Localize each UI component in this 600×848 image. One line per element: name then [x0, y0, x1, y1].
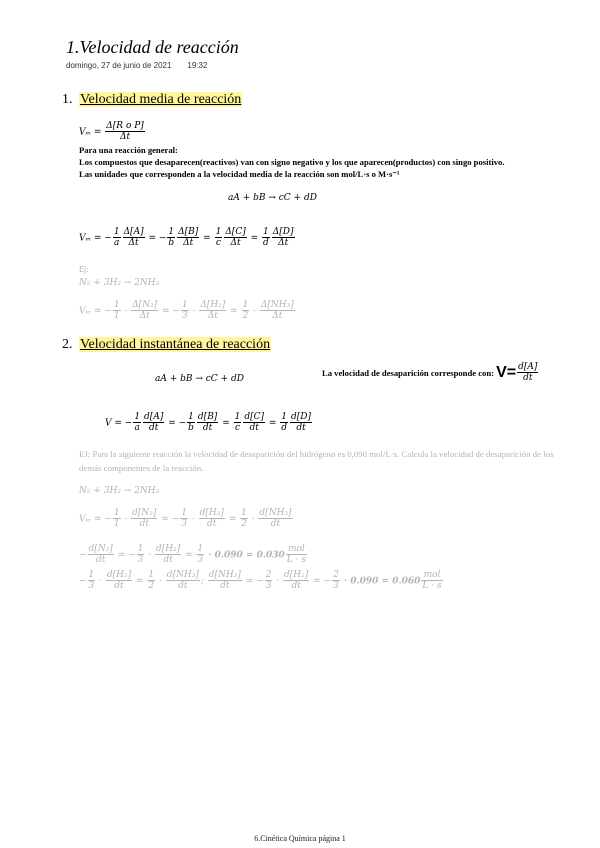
delta-a — [123, 227, 145, 249]
c2-a — [88, 570, 96, 592]
c2-c-den: 2 — [148, 581, 155, 592]
c2-e-num: d[NH₃] — [208, 570, 241, 580]
vm-fraction — [105, 121, 145, 143]
c2-b — [106, 570, 132, 592]
c2-s7: = − — [310, 576, 332, 587]
c2-e — [208, 570, 242, 592]
ex1-delta-nh3-num: Δ[NH₃] — [260, 300, 294, 310]
ex1-lhs: Vₘ = − — [79, 306, 112, 317]
c2-a-num: 1 — [88, 570, 95, 580]
c2-g — [283, 570, 309, 592]
delta-d-num: Δ[D] — [272, 227, 294, 237]
coef-b-num: 1 — [168, 227, 175, 237]
ex2-coef-n2-den: 1 — [113, 519, 120, 530]
ex2-d-n2 — [131, 508, 157, 530]
delta-a-num: Δ[A] — [123, 227, 144, 237]
c1-unit-num: mol — [286, 544, 307, 555]
general-reaction-label: Para una reacción general: — [79, 145, 178, 155]
c2-s5: = − — [242, 576, 264, 587]
ex1-coef-nh3-den: 2 — [242, 311, 249, 322]
c2-h — [332, 570, 340, 592]
irate-sep-3: = — [219, 418, 233, 429]
icoef-b — [187, 412, 195, 434]
ex2-coef-n2-num: 1 — [113, 508, 120, 518]
disappearance-fraction — [517, 362, 538, 384]
ex1-sep-3: = — [227, 306, 241, 317]
icoef-c — [234, 412, 242, 434]
ex2-coef-nh3 — [240, 508, 248, 530]
disappearance-v: V= — [496, 363, 517, 381]
c2-c-num: 1 — [148, 570, 155, 580]
id-c — [243, 412, 265, 434]
coef-d-den: d — [263, 238, 269, 249]
c2-d-num: d[NH₃] — [166, 570, 199, 580]
delta-c — [224, 227, 246, 249]
calc-line-1 — [79, 544, 308, 566]
icoef-d — [280, 412, 288, 434]
c1-c-den: dt — [163, 555, 173, 566]
c1-a-num: d[N₂] — [88, 544, 113, 554]
ex2-coef-h2 — [180, 508, 188, 530]
c2-g-num: d[H₂] — [284, 570, 309, 580]
instant-rate-expression — [105, 412, 313, 434]
disappearance-statement — [322, 362, 539, 384]
c1-a — [88, 544, 114, 566]
ex1-delta-nh3-den: Δt — [272, 311, 283, 322]
ex2-coef-h2-num: 1 — [181, 508, 187, 518]
c2-b-num: d[H₂] — [106, 570, 132, 580]
coef-a-den: a — [114, 238, 120, 249]
c2-s1: · — [96, 576, 105, 587]
c2-result: · 0.090 = 0.060 — [340, 576, 421, 587]
id-b-num: d[B] — [197, 412, 218, 422]
ex1-coef-n2-den: 1 — [113, 311, 120, 322]
example2-reaction: N₂ + 3H₂ → 2NH₃ — [79, 486, 160, 496]
delta-b-den: Δt — [183, 238, 194, 249]
id-d-den: dt — [296, 423, 306, 434]
vm-denominator: Δt — [119, 132, 131, 143]
page-footer: 6.Cinética Química página 1 — [254, 834, 346, 843]
c2-g-den: dt — [291, 581, 301, 592]
units-text: Las unidades que corresponden a la velocidad media de la reacción son mol/L·s o M·s⁻¹ — [79, 169, 400, 179]
calc-line-2 — [79, 570, 444, 592]
c1-s2: · — [145, 550, 154, 561]
delta-c-den: Δt — [230, 238, 241, 249]
example2-rate-expression: Vₘ = − $\frac{1}{1}$ · $\frac{\text{d[N₂]}}{dt}$ = − $\frac{1}{3}$ · $\frac{\text{d[H₂]}}{dt}$ = $\frac{1}{2}$ · $\frac{\text{d[NH₃]}}{dt}$ — [79, 508, 292, 530]
ex1-coef-nh3 — [242, 300, 250, 322]
ex1-sep-2: = − — [159, 306, 180, 317]
disappearance-text: La velocidad de desaparición corresponde con: — [322, 367, 497, 378]
example2-text: EJ: Para la siguiente reacción la velocidad de desaparición del hidrógeno es 0,090 mol/L·s. Calcula la velocidad de desaparición de los demás componentes de la reacción. — [79, 449, 554, 473]
c1-result: · 0.090 = 0.030 — [205, 550, 285, 561]
ex2-coef-nh3-den: 2 — [241, 519, 247, 530]
delta-d — [272, 227, 295, 249]
delta-d-den: Δt — [278, 238, 289, 249]
rate-sep-3: = — [200, 233, 214, 244]
id-b-den: dt — [202, 423, 213, 434]
coef-a-num: 1 — [113, 227, 120, 237]
page-title: 1.Velocidad de reacción — [66, 37, 239, 57]
time-text: 19:32 — [187, 61, 208, 70]
c1-s3: = — [182, 550, 196, 561]
c2-d-den: dt — [178, 581, 188, 592]
vm-definition — [79, 121, 146, 143]
irate-sep-4: = — [266, 418, 280, 429]
example1-rate-expression: Vₘ = − $\frac{1}{1}$ · $\frac{\text{Δ[N₂]}}{\Delta t}$ = − $\frac{1}{3}$ · $\frac{\text{Δ[H₂]}}{\Delta t}$ = $\frac{1}{2}$ · $\frac{\text{Δ[NH₃]}}{\Delta t}$ — [79, 300, 294, 322]
rate-lhs: Vₘ = − — [79, 233, 112, 244]
section2-heading — [62, 337, 271, 353]
icoef-d-num: 1 — [281, 412, 288, 422]
c2-s3: · — [156, 576, 165, 587]
c1-b-num: 1 — [137, 544, 144, 554]
c2-s6: · — [273, 576, 283, 587]
ex2-coef-nh3-num: 1 — [241, 508, 247, 518]
c1-b — [137, 544, 145, 566]
section1-heading-text: Velocidad media de reacción — [80, 92, 242, 107]
ex2-d-n2-den: dt — [139, 519, 149, 530]
c1-a-den: dt — [95, 555, 106, 566]
c2-pre: − — [79, 576, 87, 587]
c1-c — [155, 544, 181, 566]
c1-pre: − — [79, 550, 87, 561]
icoef-b-den: b — [188, 423, 194, 434]
ex2-coef-h2-den: 3 — [181, 519, 187, 530]
c1-d-num: 1 — [197, 544, 204, 554]
irate-lhs: V = − — [105, 418, 133, 429]
delta-c-num: Δ[C] — [225, 227, 246, 237]
ex2-d-nh3-num: d[NH₃] — [259, 508, 292, 518]
icoef-d-den: d — [281, 423, 288, 434]
section2-number: 2. — [62, 337, 73, 352]
ex1-coef-nh3-num: 1 — [242, 300, 249, 310]
c2-b-den: dt — [114, 581, 124, 592]
section1-number: 1. — [62, 92, 73, 107]
ex2-d-n2-num: d[N₂] — [132, 508, 157, 518]
disappearance-num: d[A] — [518, 362, 538, 372]
coef-c-num: 1 — [215, 227, 222, 237]
c2-s2: = — [133, 576, 147, 587]
ex2-coef-n2 — [113, 508, 121, 530]
c2-h-den: 3 — [333, 581, 339, 592]
ex1-coef-h2-den: 3 — [181, 311, 188, 322]
c2-unit — [421, 570, 442, 592]
c1-b-den: 3 — [137, 555, 144, 566]
ex1-coef-n2 — [113, 300, 121, 322]
example1-reaction: N₂ + 3H₂ → 2NH₃ — [79, 278, 160, 288]
ex2-d-h2 — [199, 508, 225, 530]
section2-heading-text: Velocidad instantánea de reacción — [80, 337, 271, 352]
c1-c-num: d[H₂] — [155, 544, 181, 554]
c2-f-num: 2 — [265, 570, 272, 580]
rate-sep-4: = — [247, 233, 261, 244]
ex1-coef-h2-num: 1 — [181, 300, 188, 310]
id-a-den: dt — [149, 423, 159, 434]
c1-s1: = − — [114, 550, 136, 561]
coef-d-num: 1 — [263, 227, 269, 237]
c2-e-den: dt — [220, 581, 230, 592]
c2-a-den: 3 — [88, 581, 95, 592]
ex1-delta-n2 — [131, 300, 158, 322]
ex1-delta-nh3 — [260, 300, 295, 322]
ex1-coef-h2 — [181, 300, 189, 322]
id-a-num: d[A] — [144, 412, 164, 422]
c2-c — [147, 570, 155, 592]
page-date — [66, 61, 207, 70]
c1-d — [196, 544, 204, 566]
ex1-delta-h2-den: Δt — [207, 311, 218, 322]
c2-f-den: 3 — [265, 581, 272, 592]
id-c-num: d[C] — [244, 412, 264, 422]
id-d-num: d[D] — [291, 412, 312, 422]
section1-heading — [62, 92, 242, 108]
ex2-d-nh3-den: dt — [270, 519, 281, 530]
c2-s4: ; — [200, 576, 207, 587]
icoef-b-num: 1 — [188, 412, 194, 422]
ex1-delta-n2-den: Δt — [139, 311, 150, 322]
irate-sep-2: = − — [165, 418, 187, 429]
coef-b — [167, 227, 175, 249]
id-b — [197, 412, 218, 434]
id-a — [143, 412, 164, 434]
c1-unit-den: L · s — [286, 555, 306, 566]
ex2-lhs: Vₘ = − — [79, 514, 112, 525]
ex2-sep-2: = − — [158, 514, 180, 525]
id-c-den: dt — [249, 423, 259, 434]
ex1-delta-h2-num: Δ[H₂] — [200, 300, 226, 310]
coef-a — [113, 227, 121, 249]
mean-rate-expression — [79, 227, 296, 249]
ex2-d-h2-den: dt — [207, 519, 217, 530]
ex1-delta-n2-num: Δ[N₂] — [132, 300, 158, 310]
disappearance-den: dt — [523, 373, 533, 384]
c1-d-den: 3 — [197, 555, 204, 566]
ex1-delta-h2 — [199, 300, 226, 322]
icoef-c-num: 1 — [234, 412, 241, 422]
coef-c-den: c — [215, 238, 221, 249]
example1-label: Ej: — [79, 265, 89, 274]
c2-d — [166, 570, 200, 592]
instant-reaction: aA + bB → cC + dD — [155, 374, 244, 384]
delta-a-den: Δt — [128, 238, 139, 249]
coef-b-den: b — [168, 238, 175, 249]
coef-d — [262, 227, 270, 249]
date-text: domingo, 27 de junio de 2021 — [66, 61, 172, 70]
sign-rule-text: Los compuestos que desaparecen(reactivos) van con signo negativo y los que aparecen(productos) con singo positivo. — [79, 157, 505, 167]
vm-lhs: Vₘ = — [79, 127, 105, 138]
ex2-sep-3: = — [225, 514, 240, 525]
ex2-d-nh3 — [258, 508, 292, 530]
c2-f — [265, 570, 273, 592]
c1-unit — [286, 544, 307, 566]
icoef-a-den: a — [134, 423, 140, 434]
id-d — [290, 412, 312, 434]
ex2-d-h2-num: d[H₂] — [199, 508, 224, 518]
delta-b — [177, 227, 199, 249]
delta-b-num: Δ[B] — [178, 227, 199, 237]
icoef-a — [133, 412, 141, 434]
c2-unit-num: mol — [421, 570, 442, 581]
rate-sep-2: = − — [145, 233, 167, 244]
icoef-a-num: 1 — [134, 412, 141, 422]
icoef-c-den: c — [234, 423, 240, 434]
ex1-coef-n2-num: 1 — [113, 300, 120, 310]
coef-c — [215, 227, 223, 249]
general-reaction: aA + bB → cC + dD — [228, 193, 317, 203]
c2-unit-den: L · s — [422, 581, 442, 592]
vm-numerator: Δ[R o P] — [106, 121, 144, 131]
c2-h-num: 2 — [333, 570, 339, 580]
